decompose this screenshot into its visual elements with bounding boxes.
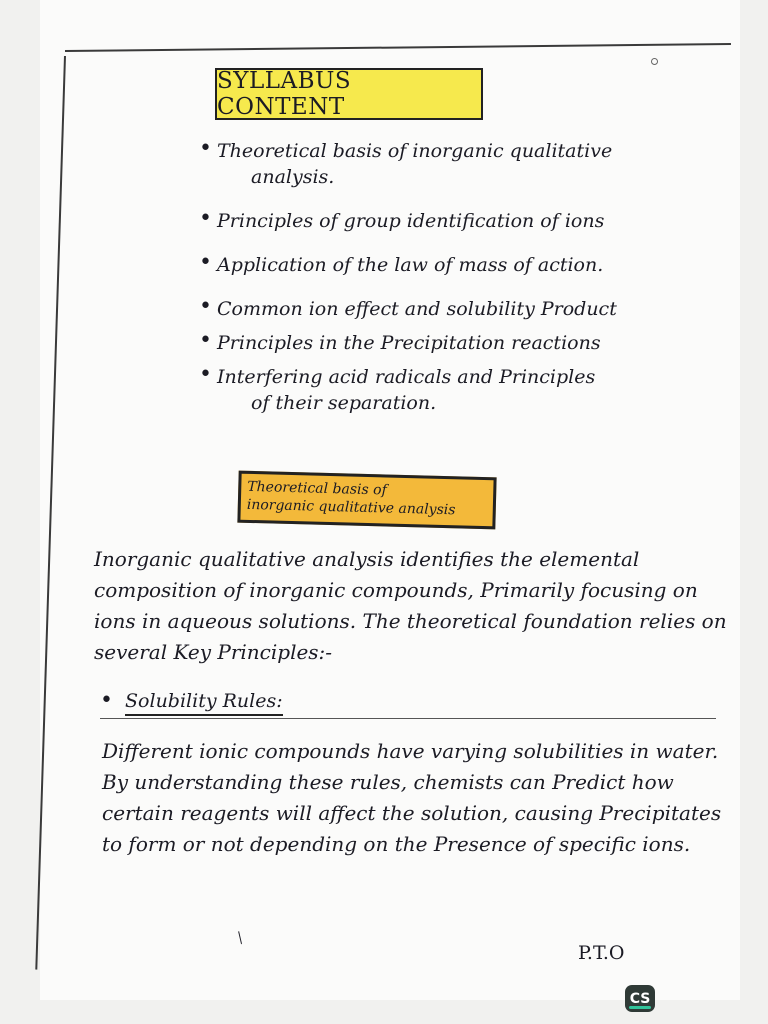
page-turn-note: P.T.O <box>578 942 625 964</box>
pen-mark <box>651 58 658 65</box>
divider <box>100 718 716 719</box>
item-text: Application of the law of mass of action. <box>217 254 604 276</box>
list-item <box>195 208 715 234</box>
item-text: Interfering acid radicals and Principles <box>217 366 596 388</box>
item-text-continued: of their separation. <box>251 392 437 414</box>
list-item <box>195 296 715 322</box>
list-item <box>195 138 715 190</box>
scanner-badge: CS <box>625 985 655 1012</box>
subheading-text: Solubility Rules: <box>125 690 283 716</box>
solubility-rules-heading <box>100 688 283 713</box>
pen-mark: / <box>233 930 248 946</box>
syllabus-title: SYLLABUS CONTENT <box>215 68 483 120</box>
section-heading-line: inorganic qualitative analysis <box>246 496 456 519</box>
item-text: Common ion effect and solubility Product <box>217 298 617 320</box>
item-text: Principles in the Precipitation reactions <box>217 332 601 354</box>
section-heading-box <box>237 471 496 530</box>
list-item <box>195 364 715 416</box>
list-item <box>195 252 715 278</box>
syllabus-list <box>195 138 715 434</box>
body-paragraph: Different ionic compounds have varying solubilities in water. By understanding these rules, chemists can Predict how certain reagents will affect the solution, causing Precipitates to form or not depending on the Presence of specific ions. <box>102 739 722 856</box>
section-heading-line: Theoretical basis of <box>247 478 387 499</box>
item-text: Principles of group identification of ions <box>217 210 605 232</box>
intro-paragraph: Inorganic qualitative analysis identifies the elemental composition of inorganic compounds, Primarily focusing on ions in aqueous solutions. The theoretical foundation relies on several Key Principles:- <box>94 547 727 664</box>
bullet-icon: • <box>100 688 113 713</box>
item-text-continued: analysis. <box>251 166 335 188</box>
list-item <box>195 330 715 356</box>
item-text: Theoretical basis of inorganic qualitative <box>217 140 613 162</box>
